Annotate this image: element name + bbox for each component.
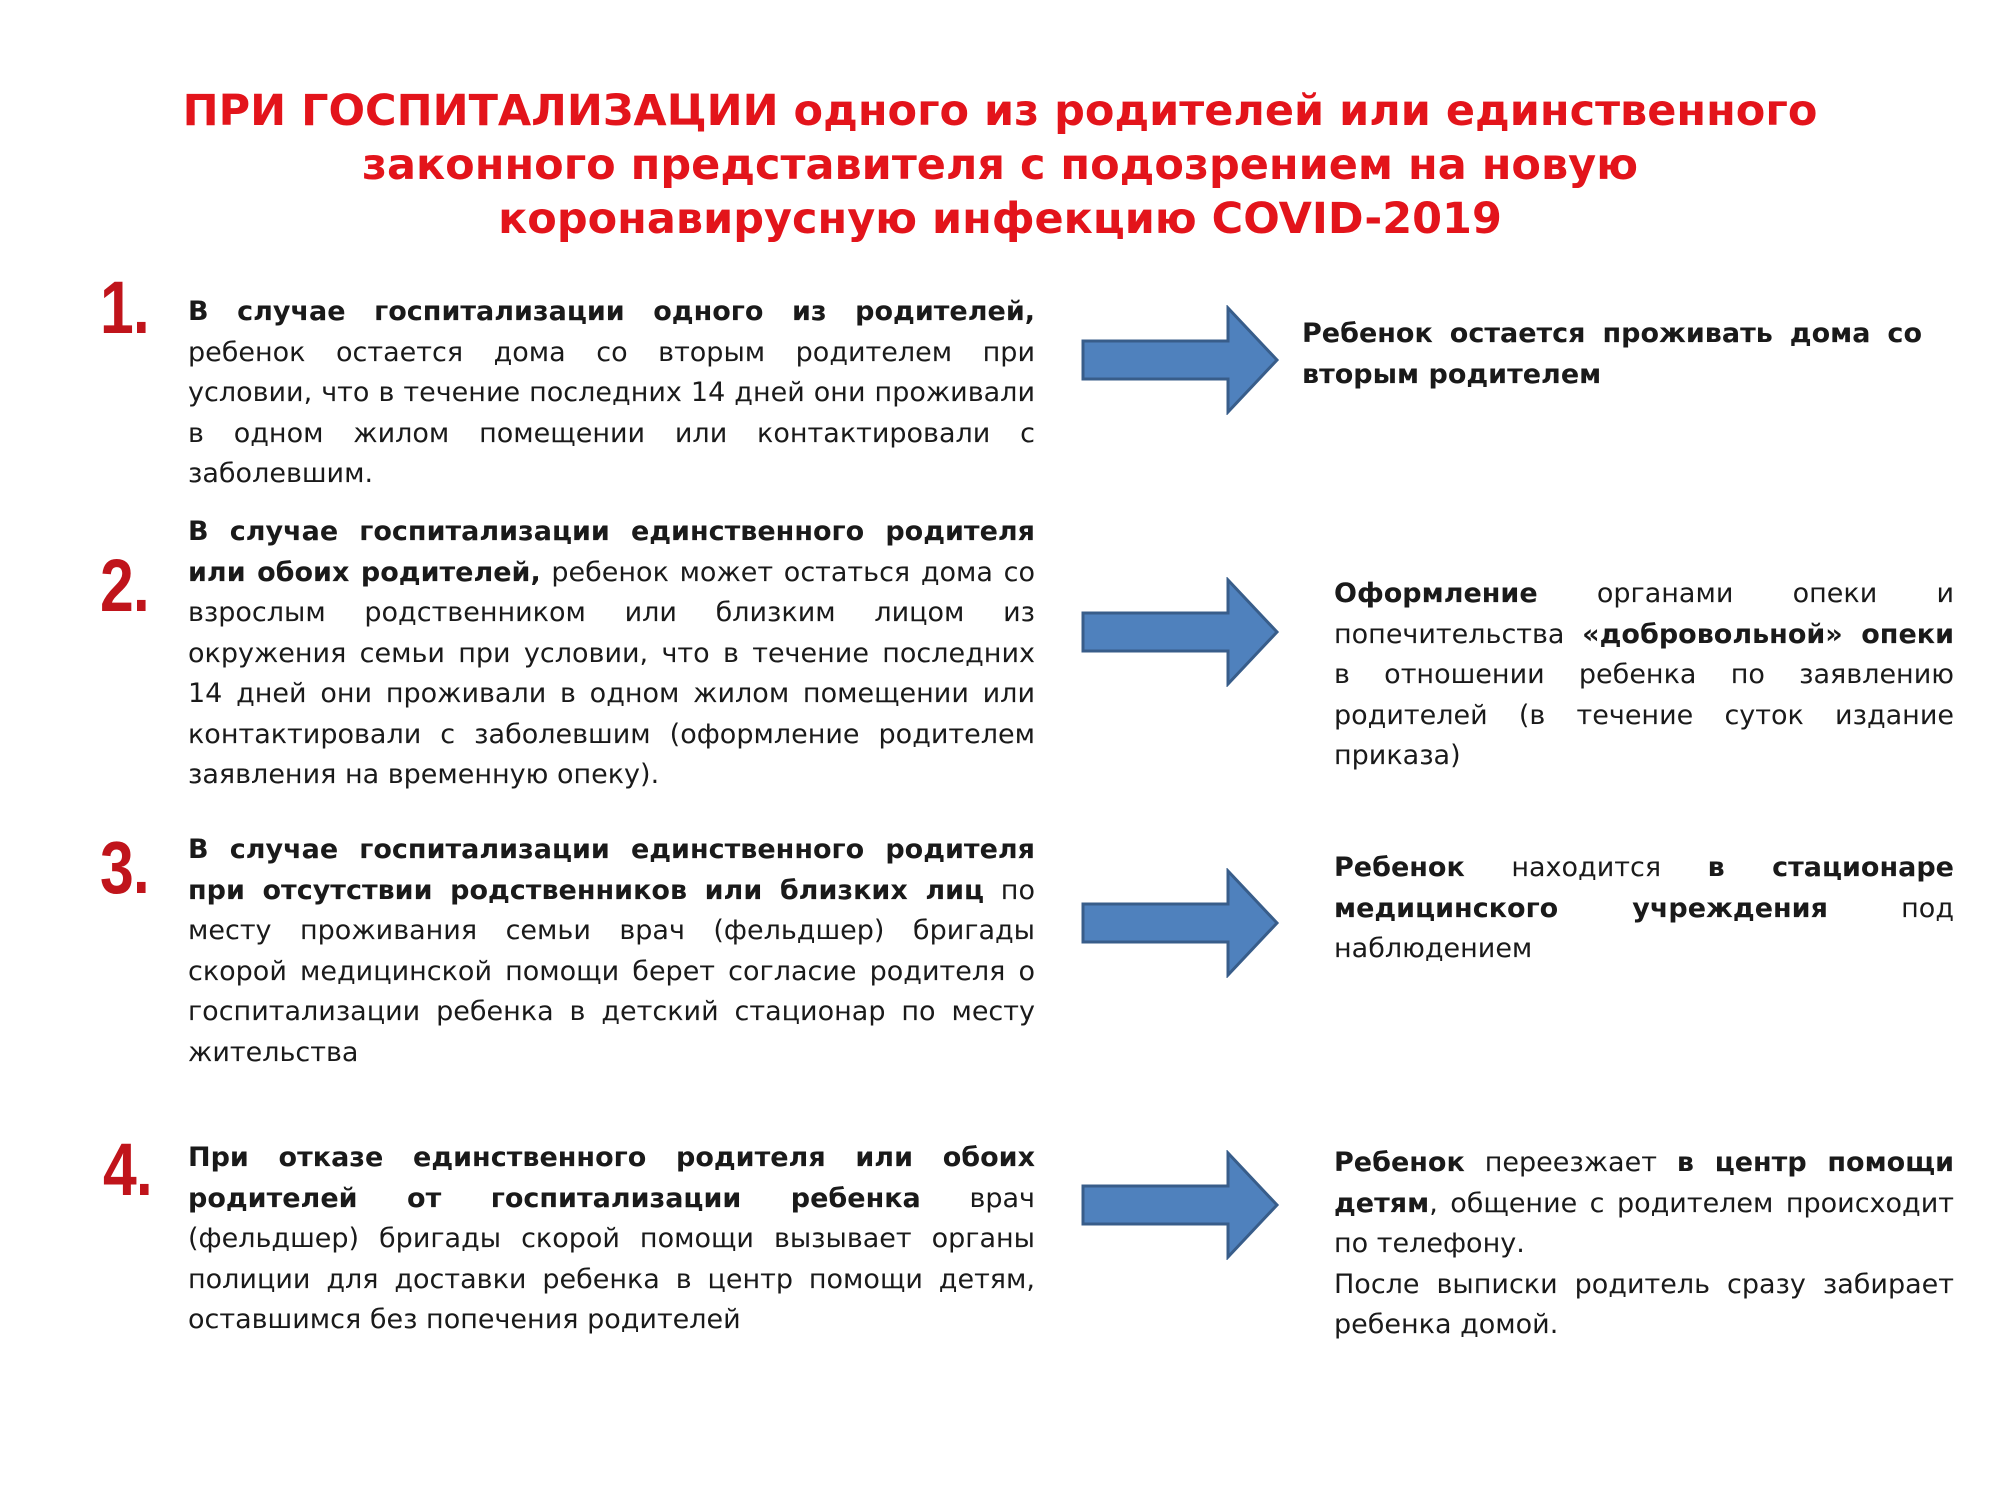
condition-body-4: врач (фельдшер) бригады скорой помощи вызывает органы полиции для доставки ребенка в центр помощи детям, оставшимся без попечения родителей xyxy=(188,1182,1035,1335)
condition-bold-2: В случае госпитализации единственного родителя или обоих родителей, xyxy=(188,516,1035,588)
outcome-bold-3b: в стационаре медицинского учреждения xyxy=(1334,852,1954,924)
right-arrow-icon xyxy=(1080,577,1280,687)
outcome-body-2a: органами опеки и попечительства xyxy=(1334,578,1954,650)
outcome-body-2b: в отношении ребенка по заявлению родителей (в течение суток издание приказа) xyxy=(1334,659,1954,771)
condition-body-2: ребенок может остаться дома со взрослым родственником или близким лицом из окружения семьи при условии, что в течение последних 14 дней они проживали в одном жилом помещении или контактировали с заболевшим (оформление родителем заявления на временную опеку). xyxy=(188,556,1035,790)
outcome-bold-2b: «добровольной» опеки xyxy=(1582,618,1955,650)
condition-bold-3: В случае госпитализации единственного родителя при отсутствии родственников или близких лиц xyxy=(188,834,1035,906)
outcome-bold-1: Ребенок остается проживать дома со вторым родителем xyxy=(1302,318,1922,390)
outcome-body-4b: , общение с родителем происходит по телефону. xyxy=(1334,1187,1954,1259)
condition-body-3: по месту проживания семьи врач (фельдшер) бригады скорой медицинской помощи берет согласие родителя о госпитализации ребенка в детский стационар по месту жительства xyxy=(188,874,1035,1068)
item-number-1: 1. xyxy=(100,266,149,349)
outcome-bold-4a: Ребенок xyxy=(1334,1147,1465,1178)
title-line-2: законного представителя с подозрением на новую xyxy=(362,140,1638,190)
outcome-bold-4b: в центр помощи детям xyxy=(1334,1147,1954,1219)
outcome-text-2 xyxy=(1334,574,1954,777)
right-arrow-icon xyxy=(1080,305,1280,415)
outcome-bold-3a: Ребенок xyxy=(1334,852,1465,883)
outcome-body-3b: под наблюдением xyxy=(1334,892,1954,964)
condition-text-2 xyxy=(188,512,1035,796)
outcome-text-3 xyxy=(1334,848,1954,970)
condition-bold-4: При отказе единственного родителя или обоих родителей от госпитализации ребенка xyxy=(188,1142,1035,1214)
outcome-text-4 xyxy=(1334,1143,1954,1346)
right-arrow-icon xyxy=(1080,868,1280,978)
title-line-1: ПРИ ГОСПИТАЛИЗАЦИИ одного из родителей или единственного xyxy=(182,86,1818,136)
condition-body-1: ребенок остается дома со вторым родителем при условии, что в течение последних 14 дней они проживали в одном жилом помещении или контактировали с заболевшим. xyxy=(188,336,1035,489)
condition-text-4 xyxy=(188,1138,1035,1341)
right-arrow-icon xyxy=(1080,1150,1280,1260)
condition-bold-1: В случае госпитализации одного из родителей, xyxy=(188,296,1035,327)
title-line-3: коронавирусную инфекцию COVID-2019 xyxy=(498,194,1502,244)
condition-text-1 xyxy=(188,292,1035,495)
page-title xyxy=(0,84,2000,246)
item-number-4: 4. xyxy=(103,1128,152,1211)
outcome-text-1 xyxy=(1302,314,1922,395)
outcome-bold-2a: Оформление xyxy=(1334,578,1538,609)
item-number-2: 2. xyxy=(100,544,149,627)
outcome-body-3a: находится xyxy=(1464,852,1708,883)
condition-text-3 xyxy=(188,830,1035,1073)
item-number-3: 3. xyxy=(100,826,149,909)
outcome-body-4a: переезжает xyxy=(1464,1147,1677,1178)
outcome-body-4c: После выписки родитель сразу забирает ребенка домой. xyxy=(1334,1268,1954,1340)
